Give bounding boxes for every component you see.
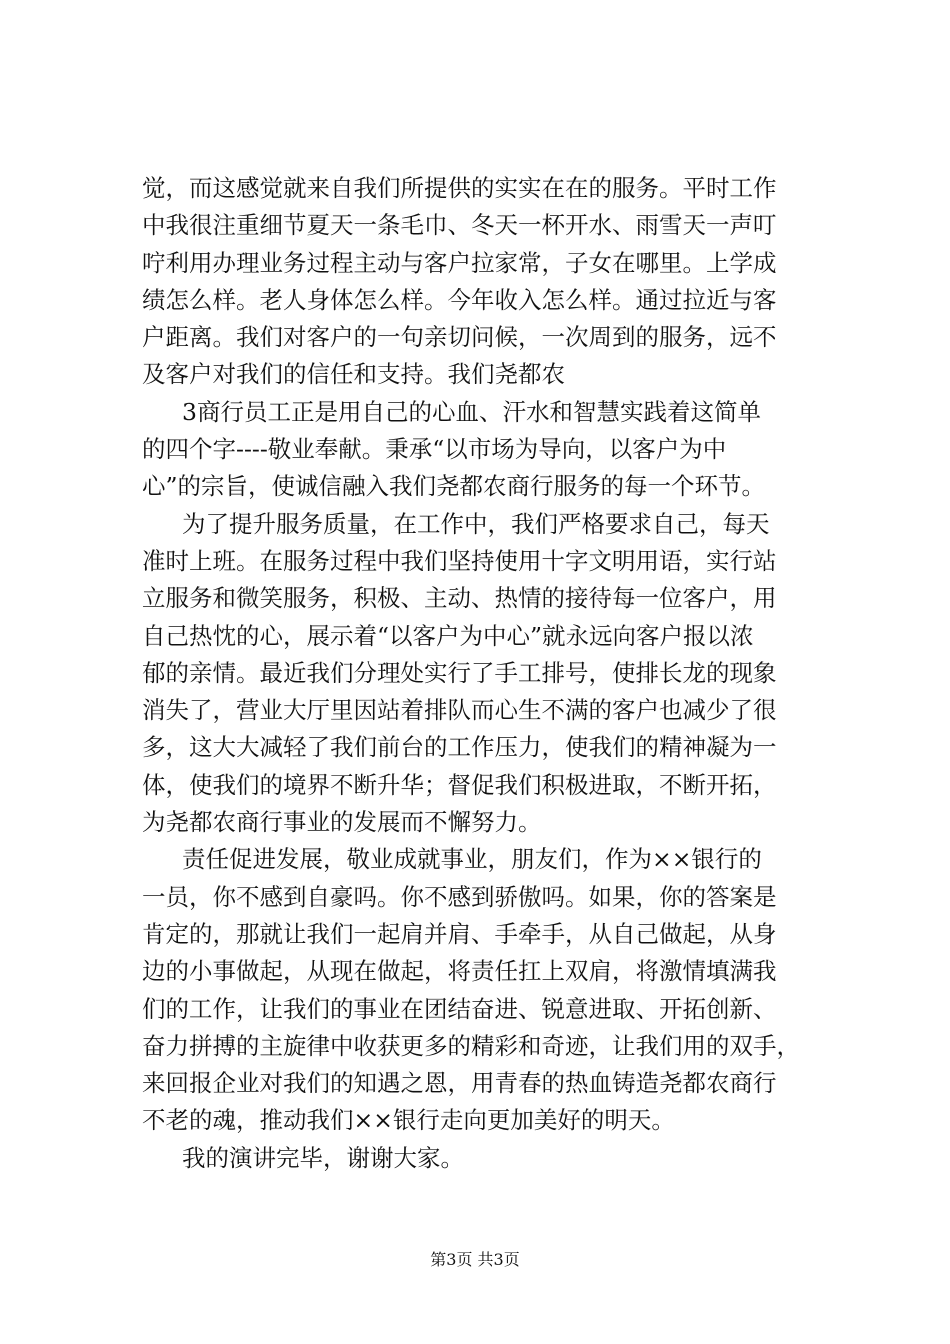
text-line: 3商行员工正是用自己的心血、汗水和智慧实践着这简单	[182, 397, 761, 426]
text-line: 户距离。我们对客户的一句亲切问候，一次周到的服务，远不	[142, 323, 777, 352]
text-line: 消失了，营业大厅里因站着排队而心生不满的客户也减少了很	[142, 696, 777, 725]
text-line: 来回报企业对我们的知遇之恩，用青春的热血铸造尧都农商行	[142, 1069, 777, 1098]
text-line: 准时上班。在服务过程中我们坚持使用十字文明用语，实行站	[142, 546, 777, 575]
text-line: 责任促进发展，敬业成就事业，朋友们，作为××银行的	[182, 845, 762, 874]
text-line: 我的演讲完毕，谢谢大家。	[182, 1143, 464, 1172]
text-line: 自己热忱的心，展示着“以客户为中心”就永远向客户报以浓	[142, 621, 754, 650]
text-line: 为尧都农商行事业的发展而不懈努力。	[142, 808, 542, 837]
text-line: 多，这大大减轻了我们前台的工作压力，使我们的精神凝为一	[142, 733, 777, 762]
text-line: 边的小事做起，从现在做起，将责任扛上双肩，将激情填满我	[142, 957, 777, 986]
text-line: 们的工作，让我们的事业在团结奋进、锐意进取、开拓创新、	[142, 994, 777, 1023]
text-line: 体，使我们的境界不断升华；督促我们积极进取，不断开拓，	[142, 770, 777, 799]
text-line: 立服务和微笑服务，积极、主动、热情的接待每一位客户，用	[142, 584, 777, 613]
text-line: 的四个字----敬业奉献。秉承“以市场为导向，以客户为中	[142, 435, 727, 464]
page-footer: 第3页 共3页	[430, 1250, 520, 1269]
text-line: 奋力拼搏的主旋律中收获更多的精彩和奇迹，让我们用的双手，	[142, 1031, 800, 1060]
text-line: 咛利用办理业务过程主动与客户拉家常，子女在哪里。上学成	[142, 248, 777, 277]
body-text	[142, 170, 822, 1177]
text-line: 为了提升服务质量，在工作中，我们严格要求自己，每天	[182, 509, 770, 538]
text-line: 肯定的，那就让我们一起肩并肩、手牵手，从自己做起，从身	[142, 919, 777, 948]
text-line: 绩怎么样。老人身体怎么样。今年收入怎么样。通过拉近与客	[142, 285, 777, 314]
text-line: 一员，你不感到自豪吗。你不感到骄傲吗。如果，你的答案是	[142, 882, 777, 911]
text-line: 不老的魂，推动我们××银行走向更加美好的明天。	[142, 1106, 675, 1135]
text-line: 觉，而这感觉就来自我们所提供的实实在在的服务。平时工作	[142, 174, 777, 202]
text-line: 及客户对我们的信任和支持。我们尧都农	[142, 360, 565, 389]
text-line: 中我很注重细节夏天一条毛巾、冬天一杯开水、雨雪天一声叮	[142, 211, 777, 240]
text-line: 心”的宗旨，使诚信融入我们尧都农商行服务的每一个环节。	[142, 472, 766, 501]
text-line: 郁的亲情。最近我们分理处实行了手工排号，使排长龙的现象	[142, 658, 777, 687]
